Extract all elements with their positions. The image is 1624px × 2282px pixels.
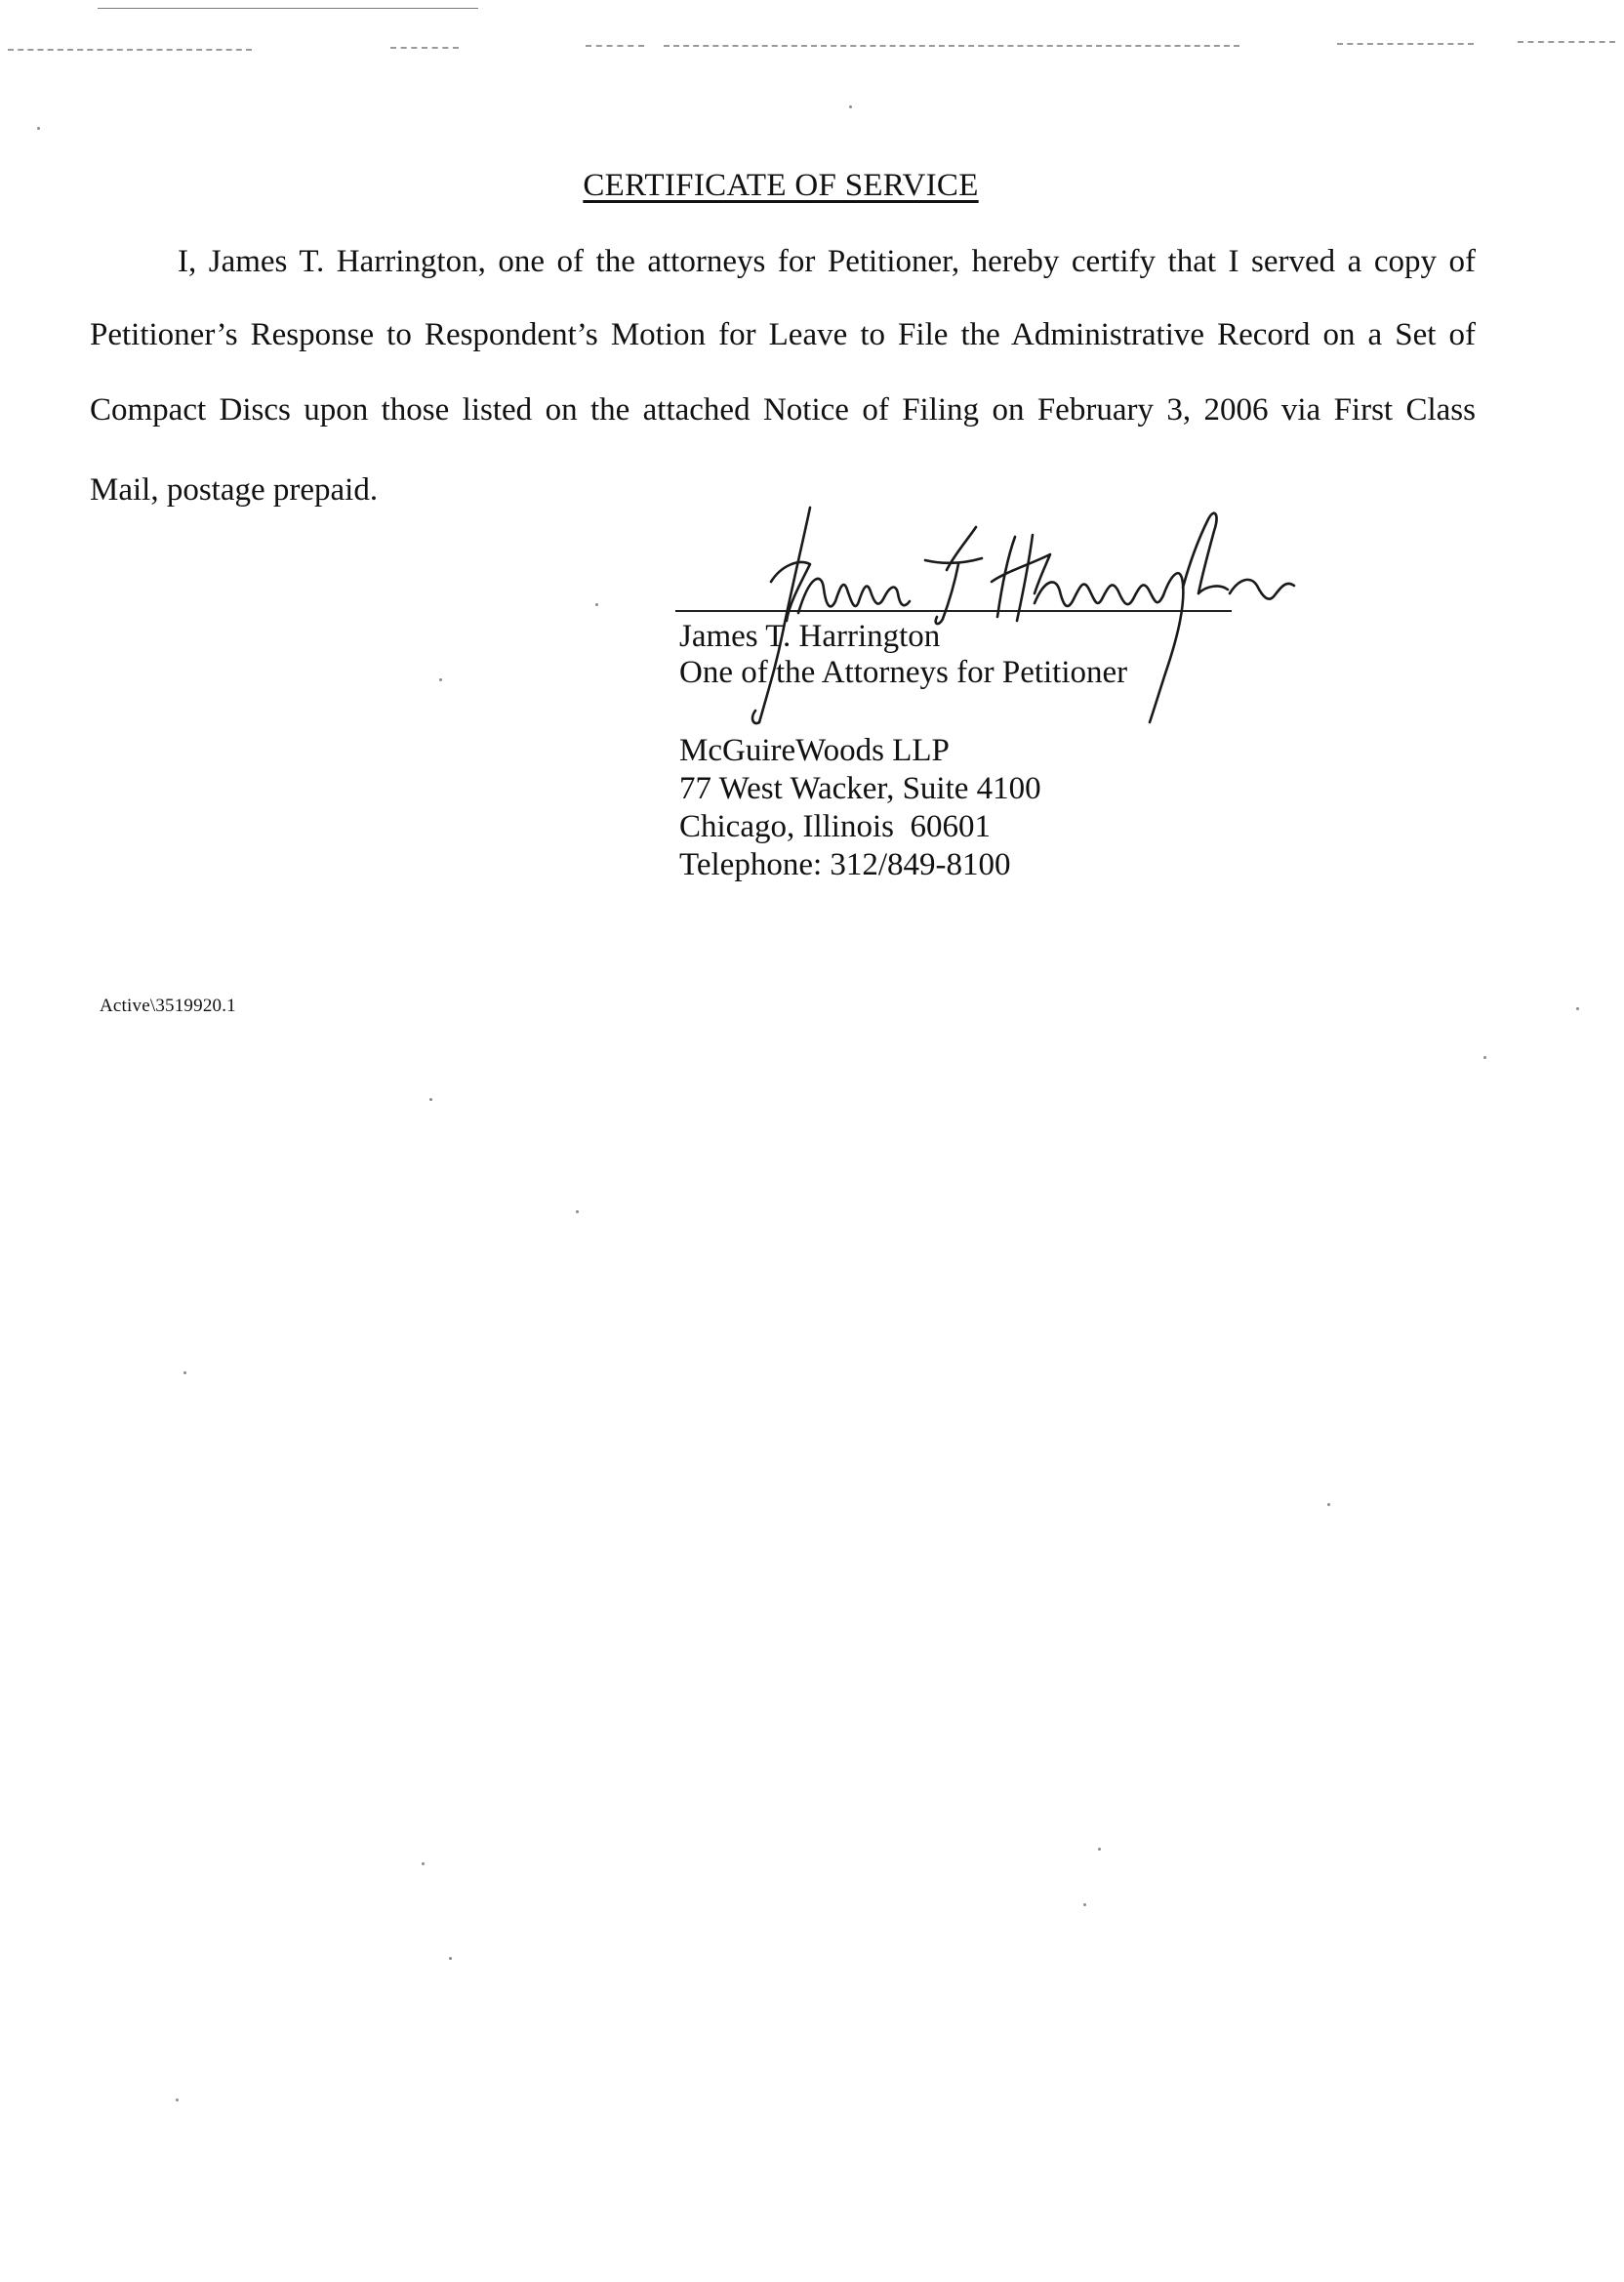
body-line-4: Mail, postage prepaid. <box>90 472 379 508</box>
scan-artifact-line <box>1337 43 1474 45</box>
firm-address-line-2: Chicago, Illinois 60601 <box>679 809 991 844</box>
scan-speck <box>176 2099 179 2101</box>
firm-address-line-1: 77 West Wacker, Suite 4100 <box>679 771 1041 806</box>
scan-speck <box>576 1210 579 1213</box>
scan-speck <box>849 105 852 108</box>
firm-name: McGuireWoods LLP <box>679 733 950 768</box>
scan-artifact-line <box>98 8 478 9</box>
document-title: CERTIFICATE OF SERVICE <box>583 168 979 203</box>
signer-block <box>679 619 1127 691</box>
document-id: Active\3519920.1 <box>100 996 236 1016</box>
scan-speck <box>1327 1503 1330 1506</box>
scan-speck <box>1083 1903 1086 1906</box>
scan-speck <box>439 678 442 681</box>
firm-address-block <box>679 732 1041 884</box>
scan-speck <box>1483 1056 1486 1059</box>
scan-speck <box>37 127 40 130</box>
scan-artifact-line <box>390 47 459 49</box>
scan-speck <box>422 1862 425 1865</box>
scan-artifact-line <box>664 45 1239 47</box>
signer-role: One of the Attorneys for Petitioner <box>679 655 1128 690</box>
firm-telephone: Telephone: 312/849-8100 <box>679 847 1011 882</box>
scan-artifact-line <box>8 49 252 51</box>
scan-speck <box>595 603 598 606</box>
body-line-1: I, James T. Harrington, one of the attorneys for Petitioner, hereby certify that I served a copy of <box>178 244 1476 279</box>
handwritten-signature <box>742 496 1308 730</box>
scan-speck <box>449 1957 452 1960</box>
scan-speck <box>429 1098 432 1101</box>
scan-speck <box>183 1371 186 1374</box>
scan-speck <box>1576 1007 1579 1010</box>
signer-name: James T. Harrington <box>679 619 941 654</box>
scan-artifact-line <box>586 45 644 47</box>
body-line-3: Compact Discs upon those listed on the attached Notice of Filing on February 3, 2006 via First Class <box>90 392 1476 428</box>
body-line-2: Petitioner’s Response to Respondent’s Motion for Leave to File the Administrative Record on a Set of <box>90 317 1476 352</box>
scan-artifact-line <box>1518 41 1615 43</box>
scan-speck <box>1098 1848 1101 1851</box>
